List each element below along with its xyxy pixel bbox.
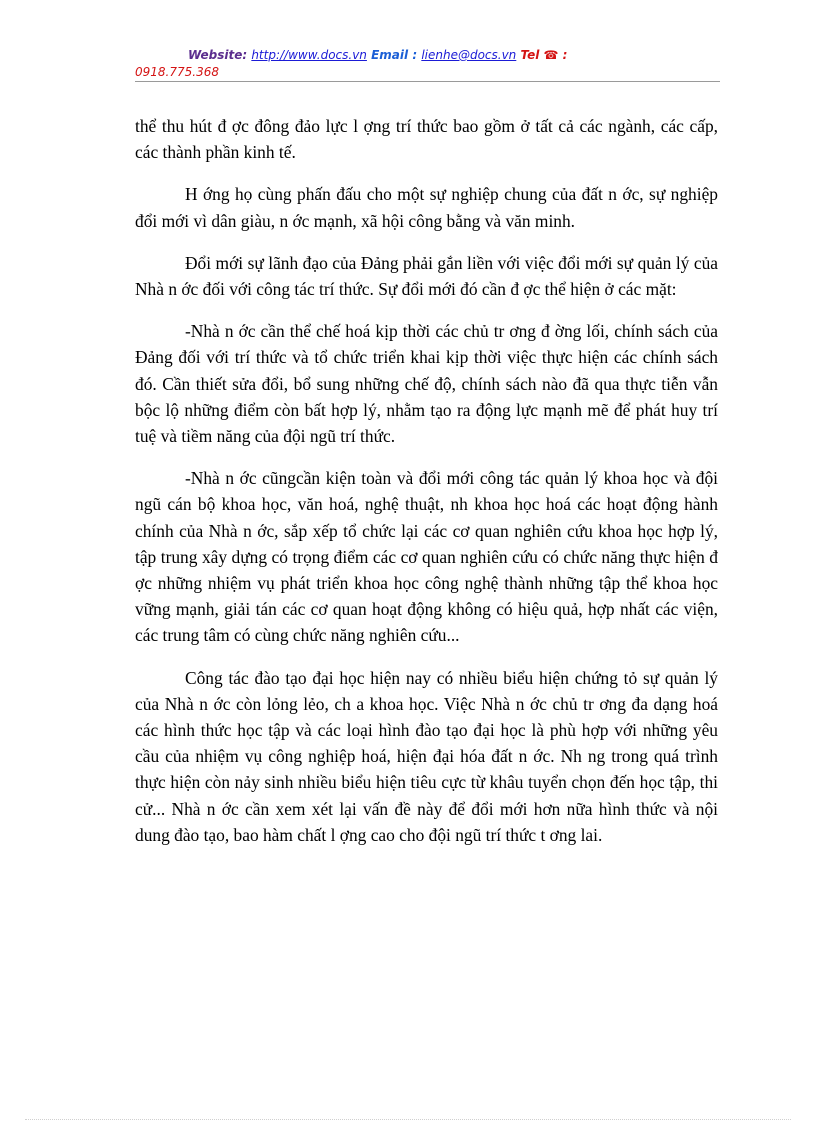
paragraph: -Nhà n ớc cũngcần kiện toàn và đổi mới công tác quản lý khoa học và đội ngũ cán bộ khoa học, văn hoá, nghệ thuật, nh khoa học hoá các hoạt động hành chính của Nhà n ớc, sắp xếp tổ chức lại các cơ quan nghiên cứu khoa học hợp lý, tập trung xây dựng có trọng điểm các cơ quan nghiên cứu có chức năng thực hiện đ ợc những nhiệm vụ phát triển khoa học công nghệ thành những tập thể khoa học vững mạnh, giải tán các cơ quan hoạt động không có hiệu quả, hợp nhất các viện, các trung tâm có cùng chức năng nghiên cứu... bbox=[135, 468, 718, 646]
website-link[interactable]: http://www.docs.vn bbox=[251, 48, 367, 62]
document-body bbox=[135, 113, 718, 864]
email-link[interactable]: lienhe@docs.vn bbox=[421, 48, 517, 62]
tel-label: Tel ☎ : bbox=[520, 48, 568, 62]
website-label: Website: bbox=[188, 48, 248, 62]
paragraph: thể thu hút đ ợc đông đảo lực l ợng trí thức bao gồm ở tất cả các ngành, các cấp, các thành phần kinh tế. bbox=[135, 116, 718, 163]
header-divider bbox=[135, 81, 720, 82]
header-contact-line bbox=[135, 47, 720, 64]
page-bottom-divider bbox=[25, 1119, 791, 1120]
page-header bbox=[135, 47, 720, 81]
email-label: Email : bbox=[371, 48, 418, 62]
paragraph: -Nhà n ớc cần thể chế hoá kịp thời các chủ tr ơng đ ờng lối, chính sách của Đảng đối với trí thức và tổ chức triển khai kịp thời việc thực hiện các chính sách đó. Cần thiết sửa đổi, bổ sung những chế độ, chính sách nào đã qua thực tiễn vẫn bộc lộ những điểm còn bất hợp lý, nhằm tạo ra động lực mạnh mẽ để phát huy trí tuệ và tiềm năng của đội ngũ trí thức. bbox=[135, 321, 718, 447]
phone-number: 0918.775.368 bbox=[135, 65, 219, 79]
paragraph: H ớng họ cùng phấn đấu cho một sự nghiệp chung của đất n ớc, sự nghiệp đổi mới vì dân giàu, n ớc mạnh, xã hội công bằng và văn minh. bbox=[135, 184, 718, 231]
paragraph: Công tác đào tạo đại học hiện nay có nhiều biểu hiện chứng tỏ sự quản lý của Nhà n ớc còn lỏng lẻo, ch a khoa học. Việc Nhà n ớc chủ tr ơng đa dạng hoá các hình thức học tập và các loại hình đào tạo đại học là phù hợp với những yêu cầu của nhiệm vụ công nghiệp hoá, hiện đại hóa đất n ớc. Nh ng trong quá trình thực hiện còn nảy sinh nhiều biểu hiện tiêu cực từ khâu tuyển chọn đến học tập, thi cử... Nhà n ớc cần xem xét lại vấn đề này để đổi mới hơn nữa hình thức và nội dung đào tạo, bao hàm chất l ợng cao cho đội ngũ trí thức t ơng lai. bbox=[135, 667, 718, 845]
paragraph: Đổi mới sự lãnh đạo của Đảng phải gắn liền với việc đổi mới sự quản lý của Nhà n ớc đối với công tác trí thức. Sự đổi mới đó cần đ ợc thể hiện ở các mặt: bbox=[135, 252, 718, 300]
